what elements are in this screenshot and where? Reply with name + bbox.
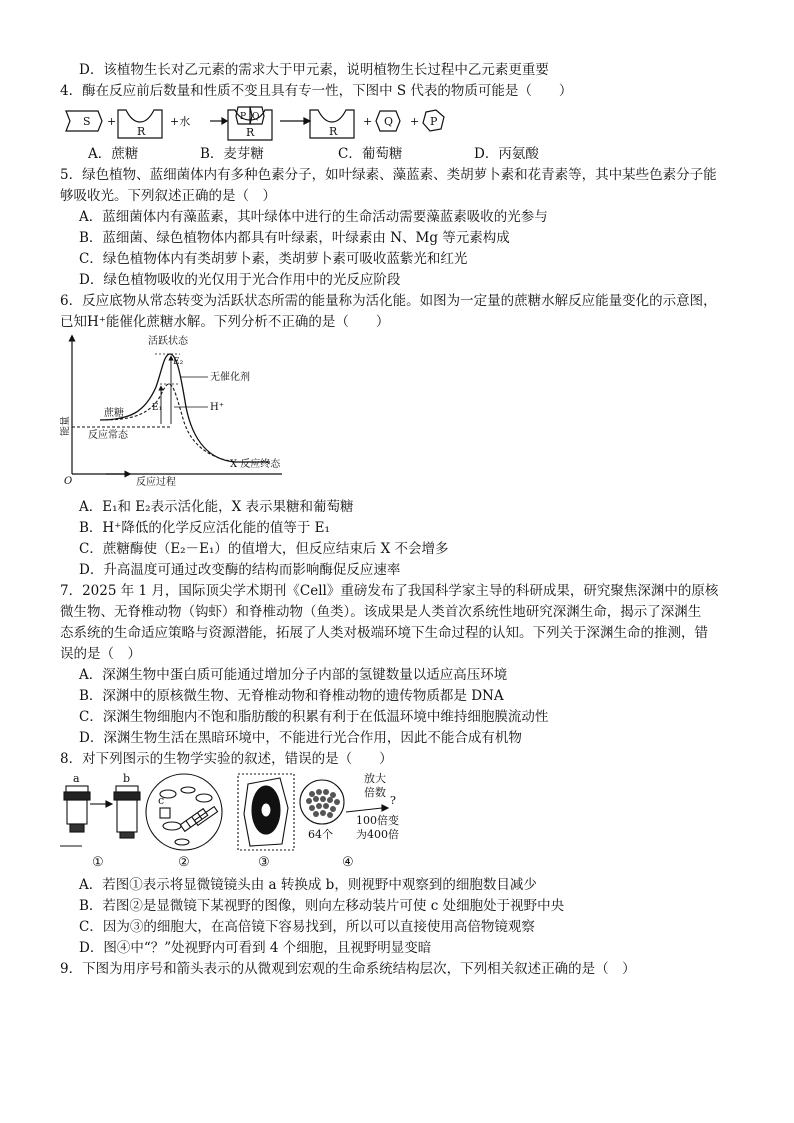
- label-e2: E₂: [173, 357, 184, 367]
- q4-option-a: A．蔗糖: [88, 146, 139, 162]
- label-r-2: R: [246, 126, 255, 139]
- plus-2: +: [363, 115, 373, 128]
- q5-option-c: C．绿色植物体内有类胡萝卜素，类胡萝卜素可吸收蓝紫光和红光: [79, 251, 468, 267]
- q8-option-b: B．若图②是显微镜下某视野的图像，则向左移动装片可使 c 处细胞处于视野中央: [79, 898, 565, 914]
- label-normal-state: 反应常态: [88, 430, 128, 441]
- q6-stem-line1: 6．反应底物从常态转变为活跃状态所需的能量称为活化能。如图为一定量的蔗糖水解反应能量变化的示意图，: [60, 293, 717, 309]
- label-fig1: ①: [92, 855, 104, 870]
- label-x-axis: 反应过程: [136, 477, 176, 488]
- q5-option-d: D．绿色植物吸收的光仅用于光合作用中的光反应阶段: [79, 272, 401, 288]
- q7-stem-line4: 误的是（ ）: [60, 646, 141, 662]
- q6-option-c: C．蔗糖酶使（E₂－E₁）的值增大，但反应结束后 X 不会增多: [79, 541, 449, 557]
- q7-option-d: D．深渊生物生活在黑暗环境中，不能进行光合作用，因此不能合成有机物: [79, 730, 522, 746]
- q5-option-a: A．蓝细菌体内有藻蓝素，其叶绿体中进行的生命活动需要藻蓝素吸收的光参与: [79, 209, 548, 225]
- q6-option-d: D．升高温度可通过改变酶的结构而影响酶促反应速率: [79, 562, 401, 578]
- q4-option-d: D．丙氨酸: [474, 146, 539, 162]
- label-sucrose: 蔗糖: [104, 408, 124, 419]
- q7-option-b: B．深渊中的原核微生物、无脊椎动物和脊椎动物的遗传物质都是 DNA: [79, 688, 504, 704]
- label-origin: O: [64, 476, 73, 487]
- label-magnify: 放大: [364, 772, 386, 785]
- q6-energy-graph: [60, 332, 320, 492]
- label-y-axis: 能量: [60, 416, 71, 436]
- label-s: S: [83, 115, 91, 128]
- q6-option-a: A．E₁和 E₂表示活化能，X 表示果糖和葡萄糖: [79, 499, 354, 515]
- q7-stem-line1: 7．2025 年 1 月，国际顶尖学术期刊《Cell》重磅发布了我国科学家主导的科研成果，研究聚焦深渊中的原核: [60, 583, 719, 599]
- q8-option-d: D．图④中“？”处视野内可看到 4 个细胞，且视野明显变暗: [79, 940, 432, 956]
- label-e1: E₁: [152, 403, 163, 413]
- plus-1: +: [107, 115, 117, 128]
- label-magnify-3: 100倍变: [356, 814, 399, 827]
- catalyzed-curve: [100, 384, 235, 462]
- q7-option-a: A．深渊生物中蛋白质可能通过增加分子内部的氢键数量以适应高压环境: [79, 667, 508, 683]
- q8-figure: [60, 768, 420, 872]
- q9-stem: 9．下图为用序号和箭头表示的从微观到宏观的生命系统结构层次，下列相关叙述正确的是（ ）: [60, 961, 636, 977]
- label-q: Q: [384, 115, 394, 128]
- q4-option-b: B．麦芽糖: [200, 146, 264, 162]
- q4-enzyme-diagram: [60, 102, 460, 142]
- label-r-1: R: [137, 125, 146, 138]
- label-p: P: [430, 115, 438, 128]
- plus-water: +水: [170, 115, 191, 128]
- label-q-in-complex: Q: [252, 112, 260, 122]
- q5-stem-line1: 5．绿色植物、蓝细菌体内有多种色素分子，如叶绿素、藻蓝素、类胡萝卜素和花青素等，其中某些色素分子能: [60, 167, 717, 183]
- label-magnify-4: 为400倍: [356, 828, 399, 841]
- objective-lens-a: [64, 786, 90, 832]
- q8-option-c: C．因为③的细胞大，在高倍镜下容易找到，所以可以直接使用高倍物镜观察: [79, 919, 535, 935]
- label-hplus: H⁺: [210, 402, 224, 413]
- label-active-state: 活跃状态: [148, 336, 188, 347]
- label-c: c: [158, 794, 165, 807]
- label-b: b: [123, 772, 131, 785]
- q7-option-c: C．深渊生物细胞内不饱和脂肪酸的积累有利于在低温环境中维持细胞膜流动性: [79, 709, 549, 725]
- label-final-state: X 反应终态: [230, 459, 281, 470]
- label-fig3: ③: [258, 855, 270, 870]
- q5-stem-line2: 够吸收光。下列叙述正确的是（ ）: [60, 188, 276, 204]
- label-r-3: R: [329, 125, 338, 138]
- q4-option-c: C．葡萄糖: [338, 146, 403, 162]
- q3-option-d: D．该植物生长对乙元素的需求大于甲元素，说明植物生长过程中乙元素更重要: [79, 62, 549, 78]
- label-fig4: ④: [342, 855, 354, 870]
- q6-stem-line2: 已知H⁺能催化蔗糖水解。下列分析不正确的是（ ）: [60, 314, 390, 330]
- label-fig2: ②: [178, 855, 190, 870]
- label-no-catalyst: 无催化剂: [210, 372, 250, 383]
- q4-stem: 4．酶在反应前后数量和性质不变且具有专一性，下图中 S 代表的物质可能是（ ）: [60, 83, 573, 99]
- objective-lens-b: [114, 786, 140, 838]
- plus-3: +: [410, 115, 420, 128]
- q5-option-b: B．蓝细菌、绿色植物体内都具有叶绿素，叶绿素由 N、Mg 等元素构成: [79, 230, 510, 246]
- label-a: a: [73, 772, 80, 785]
- label-p-in-complex: P: [240, 112, 247, 122]
- q7-stem-line3: 态系统的生命适应策略与资源潜能，拓展了人类对极端环境下生命过程的认知。下列关于深渊生命的推测，错: [60, 625, 708, 641]
- label-magnify-2: 倍数: [364, 786, 386, 799]
- q8-stem: 8．对下列图示的生物学实验的叙述，错误的是（ ）: [60, 751, 393, 767]
- uncatalyzed-curve: [100, 354, 270, 462]
- label-question-mark: ?: [390, 794, 396, 807]
- q7-stem-line2: 微生物、无脊椎动物（钩虾）和脊椎动物（鱼类）。该成果是人类首次系统性地研究深渊生命，揭示了深渊生: [60, 604, 702, 620]
- q6-option-b: B．H⁺降低的化学反应活化能的值等于 E₁: [79, 520, 330, 536]
- label-64-cells: 64个: [308, 828, 333, 841]
- q8-option-a: A．若图①表示将显微镜镜头由 a 转换成 b，则视野中观察到的细胞数目减少: [79, 877, 537, 893]
